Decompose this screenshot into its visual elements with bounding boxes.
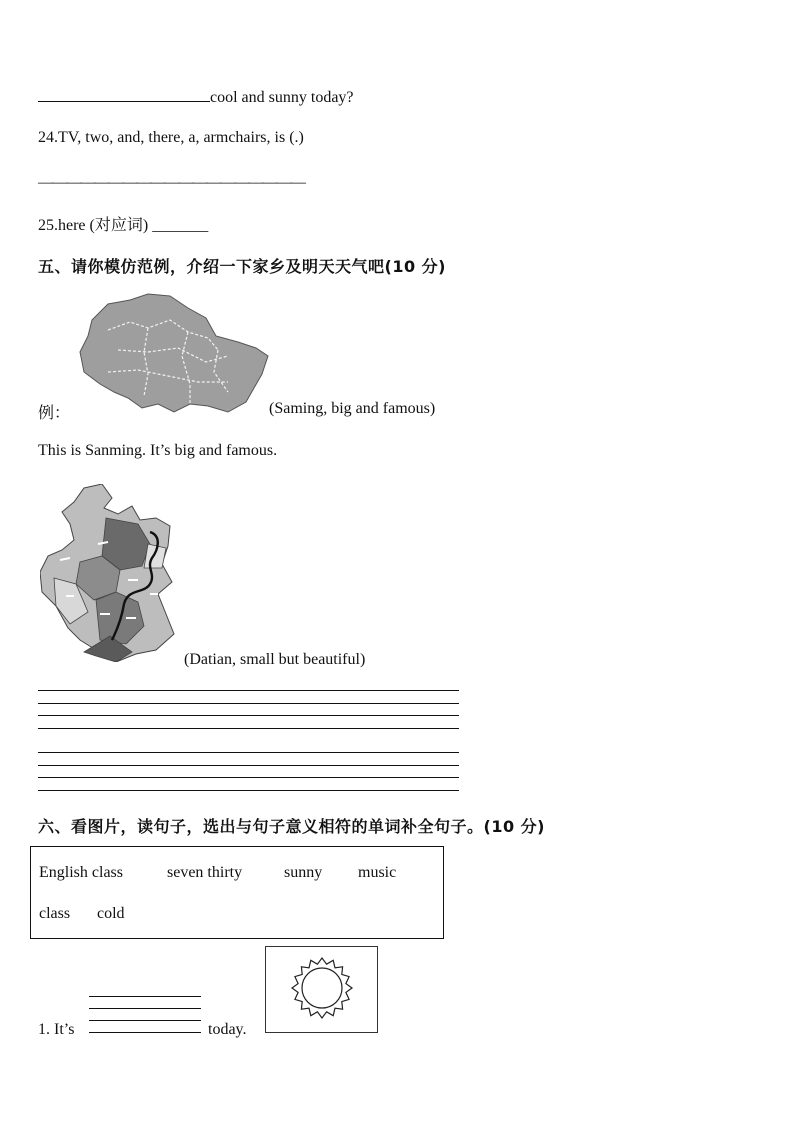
writing-line[interactable] [38,777,459,778]
section5-heading: 五、请你模仿范例，介绍一下家乡及明天天气吧(10 分) [38,257,446,276]
q23-answer-blank[interactable] [38,87,210,102]
example-answer: This is Sanming. It’s big and famous. [38,442,278,459]
writing-line[interactable] [38,790,459,791]
q1-blank-line[interactable] [89,1032,201,1033]
example-label: 例： [38,405,71,422]
q25-text: 25.here (对应词) _______ [38,217,209,234]
q1-blank-line[interactable] [89,1020,201,1021]
datian-map-image [40,484,178,662]
q1-prefix: 1. It’s [38,1021,75,1038]
word-seven-thirty: seven thirty [167,864,243,881]
q1-suffix: today. [208,1021,247,1038]
writing-line[interactable] [38,703,459,704]
q1-blank-line[interactable] [89,996,201,997]
word-english-class: English class [39,864,123,881]
section6-heading: 六、看图片，读句子，选出与句子意义相符的单词补全句子。(10 分) [38,817,545,836]
writing-line[interactable] [38,715,459,716]
task-hint: (Datian, small but beautiful) [184,651,366,668]
q23-text: cool and sunny today? [210,89,354,106]
q23-line [38,87,354,107]
word-sunny: sunny [284,864,323,881]
q24-text: 24.TV, two, and, there, a, armchairs, is (.) [38,129,304,146]
q1-blank-line[interactable] [89,1008,201,1009]
writing-line[interactable] [38,752,459,753]
sanming-map-image [78,292,270,414]
word-bank [30,846,444,939]
writing-line[interactable] [38,765,459,766]
q24-answer-dashes[interactable]: ——————————————————— [38,174,304,191]
word-class: class [39,905,71,922]
writing-line[interactable] [38,690,459,691]
writing-line[interactable] [38,728,459,729]
example-hint: (Saming, big and famous) [269,400,436,417]
sun-icon [266,947,377,1032]
sun-picture-frame [265,946,378,1033]
word-cold: cold [97,905,125,922]
word-music: music [358,864,397,881]
